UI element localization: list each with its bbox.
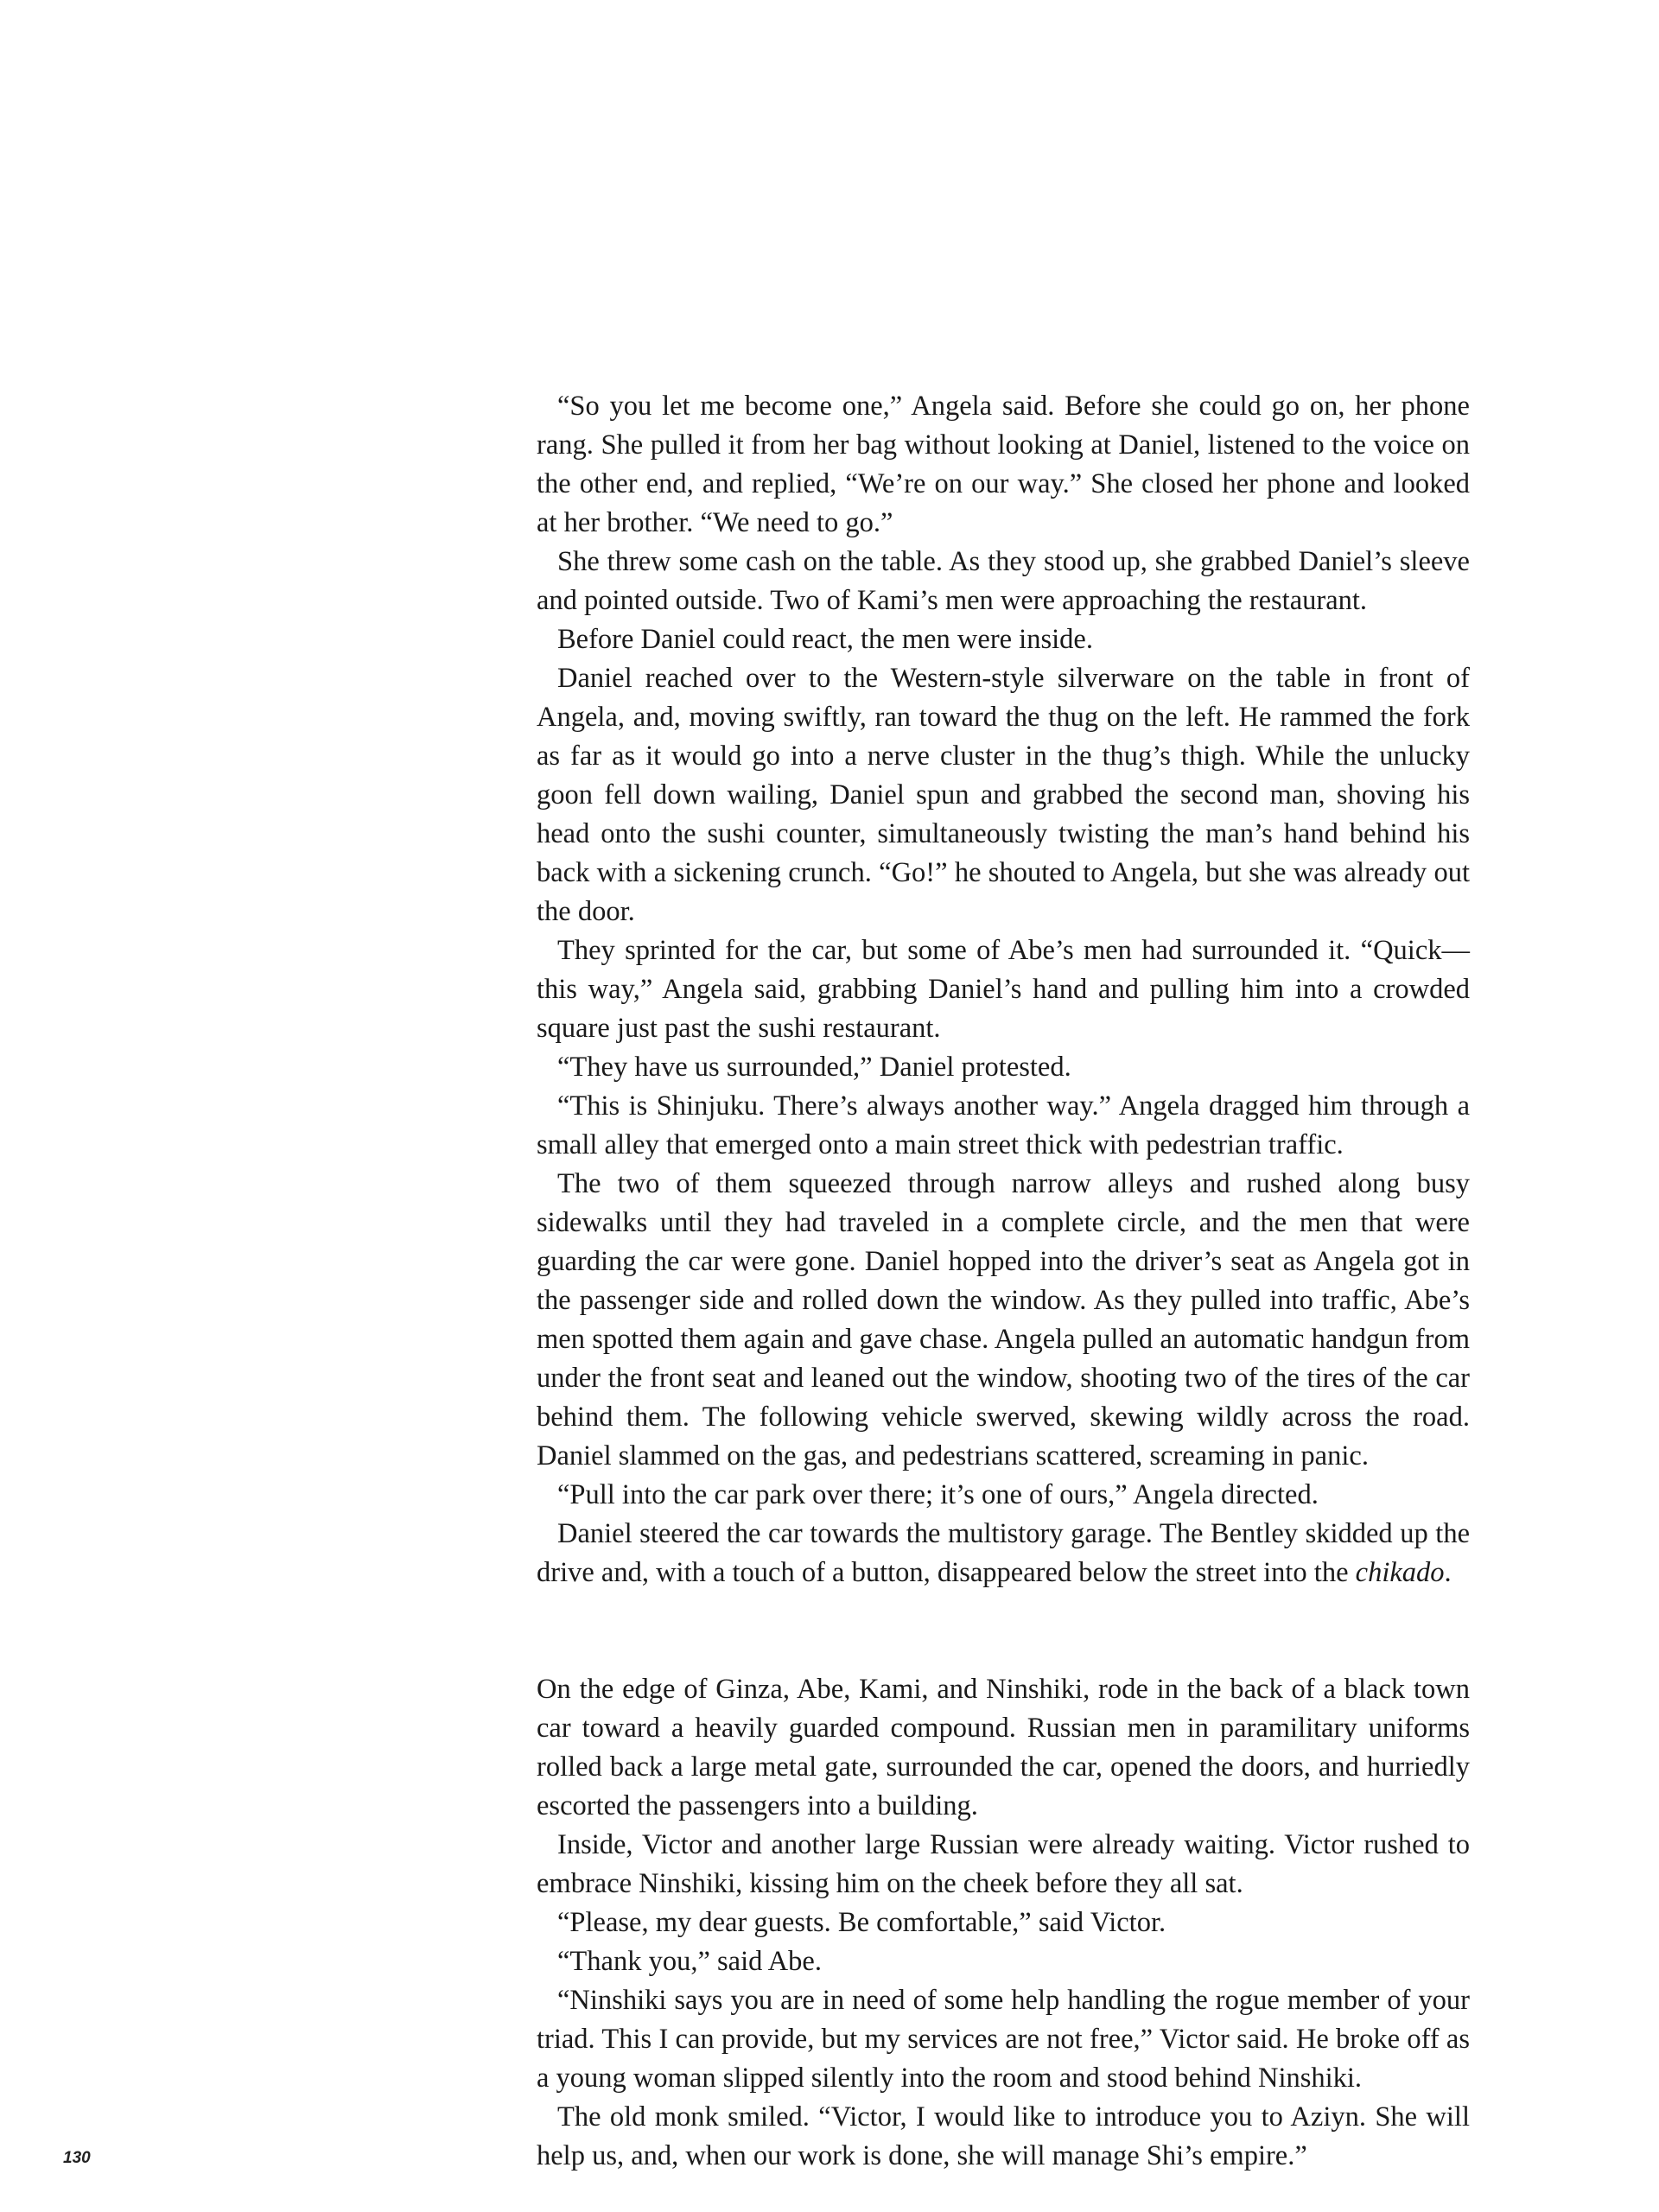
- paragraph: “Please, my dear guests. Be comfortable,” said Victor.: [557, 1907, 1166, 1938]
- paragraph: She threw some cash on the table. As they stood up, she grabbed Daniel’s sleeve and pointed outside. Two of Kami’s men were approaching the restaurant.: [537, 546, 1470, 616]
- page-number: 130: [63, 2149, 91, 2167]
- paragraph: The old monk smiled. “Victor, I would like to introduce you to Aziyn. She will help us, and, when our work is done, she will manage Shi’s empire.”: [537, 2101, 1470, 2171]
- paragraph-text: Daniel steered the car towards the multistory garage. The Bentley skidded up the drive and, with a touch of a button, disappeared below the street into the: [537, 1518, 1470, 1588]
- italic-word: chikado: [1355, 1557, 1445, 1588]
- section-opening-paragraph: On the edge of Ginza, Abe, Kami, and Ninshiki, rode in the back of a black town car toward a heavily guarded compound. Russian men in paramilitary uniforms rolled back a large metal gate, surrounded the car, opened the doors, and hurriedly escorted the passengers into a building.: [537, 1674, 1470, 1821]
- paragraph: “Thank you,” said Abe.: [557, 1946, 822, 1977]
- paragraph: Before Daniel could react, the men were inside.: [557, 624, 1093, 655]
- paragraph: “They have us surrounded,” Daniel protested.: [557, 1052, 1071, 1083]
- paragraph: Inside, Victor and another large Russian were already waiting. Victor rushed to embrace Ninshiki, kissing him on the cheek before they all sat.: [537, 1829, 1470, 1899]
- section-break: [537, 1592, 1470, 1670]
- paragraph: The two of them squeezed through narrow alleys and rushed along busy sidewalks until they had traveled in a complete circle, and the men that were guarding the car were gone. Daniel hopped into the driver’s seat as Angela got in the passenger side and rolled down the window. As they pulled into traffic, Abe’s men spotted them again and gave chase. Angela pulled an automatic handgun from under the front seat and leaned out the window, shooting two of the tires of the car behind them. The following vehicle swerved, skewing wildly across the road. Daniel slammed on the gas, and pedestrians scattered, screaming in panic.: [537, 1168, 1470, 1471]
- body-text: [537, 387, 1470, 2176]
- paragraph: Daniel reached over to the Western-style silverware on the table in front of Angela, and, moving swiftly, ran toward the thug on the left. He rammed the fork as far as it would go into a nerve cluster in the thug’s thigh. While the unlucky goon fell down wailing, Daniel spun and grabbed the second man, shoving his head onto the sushi counter, simultaneously twisting the man’s hand behind his back with a sickening crunch. “Go!” he shouted to Angela, but she was already out the door.: [537, 663, 1470, 927]
- paragraph-end: .: [1444, 1557, 1452, 1588]
- paragraph: [537, 1515, 1470, 1592]
- paragraph: “Pull into the car park over there; it’s one of ours,” Angela directed.: [557, 1479, 1319, 1510]
- paragraph: “So you let me become one,” Angela said. Before she could go on, her phone rang. She pulled it from her bag without looking at Daniel, listened to the voice on the other end, and replied, “We’re on our way.” She closed her phone and looked at her brother. “We need to go.”: [537, 391, 1470, 538]
- paragraph: “Ninshiki says you are in need of some help handling the rogue member of your triad. This I can provide, but my services are not free,” Victor said. He broke off as a young woman slipped silently into the room and stood behind Ninshiki.: [537, 1985, 1470, 2094]
- paragraph: “This is Shinjuku. There’s always another way.” Angela dragged him through a small alley that emerged onto a main street thick with pedestrian traffic.: [537, 1090, 1470, 1160]
- paragraph: They sprinted for the car, but some of Abe’s men had surrounded it. “Quick—this way,” Angela said, grabbing Daniel’s hand and pulling him into a crowded square just past the sushi restaurant.: [537, 935, 1470, 1044]
